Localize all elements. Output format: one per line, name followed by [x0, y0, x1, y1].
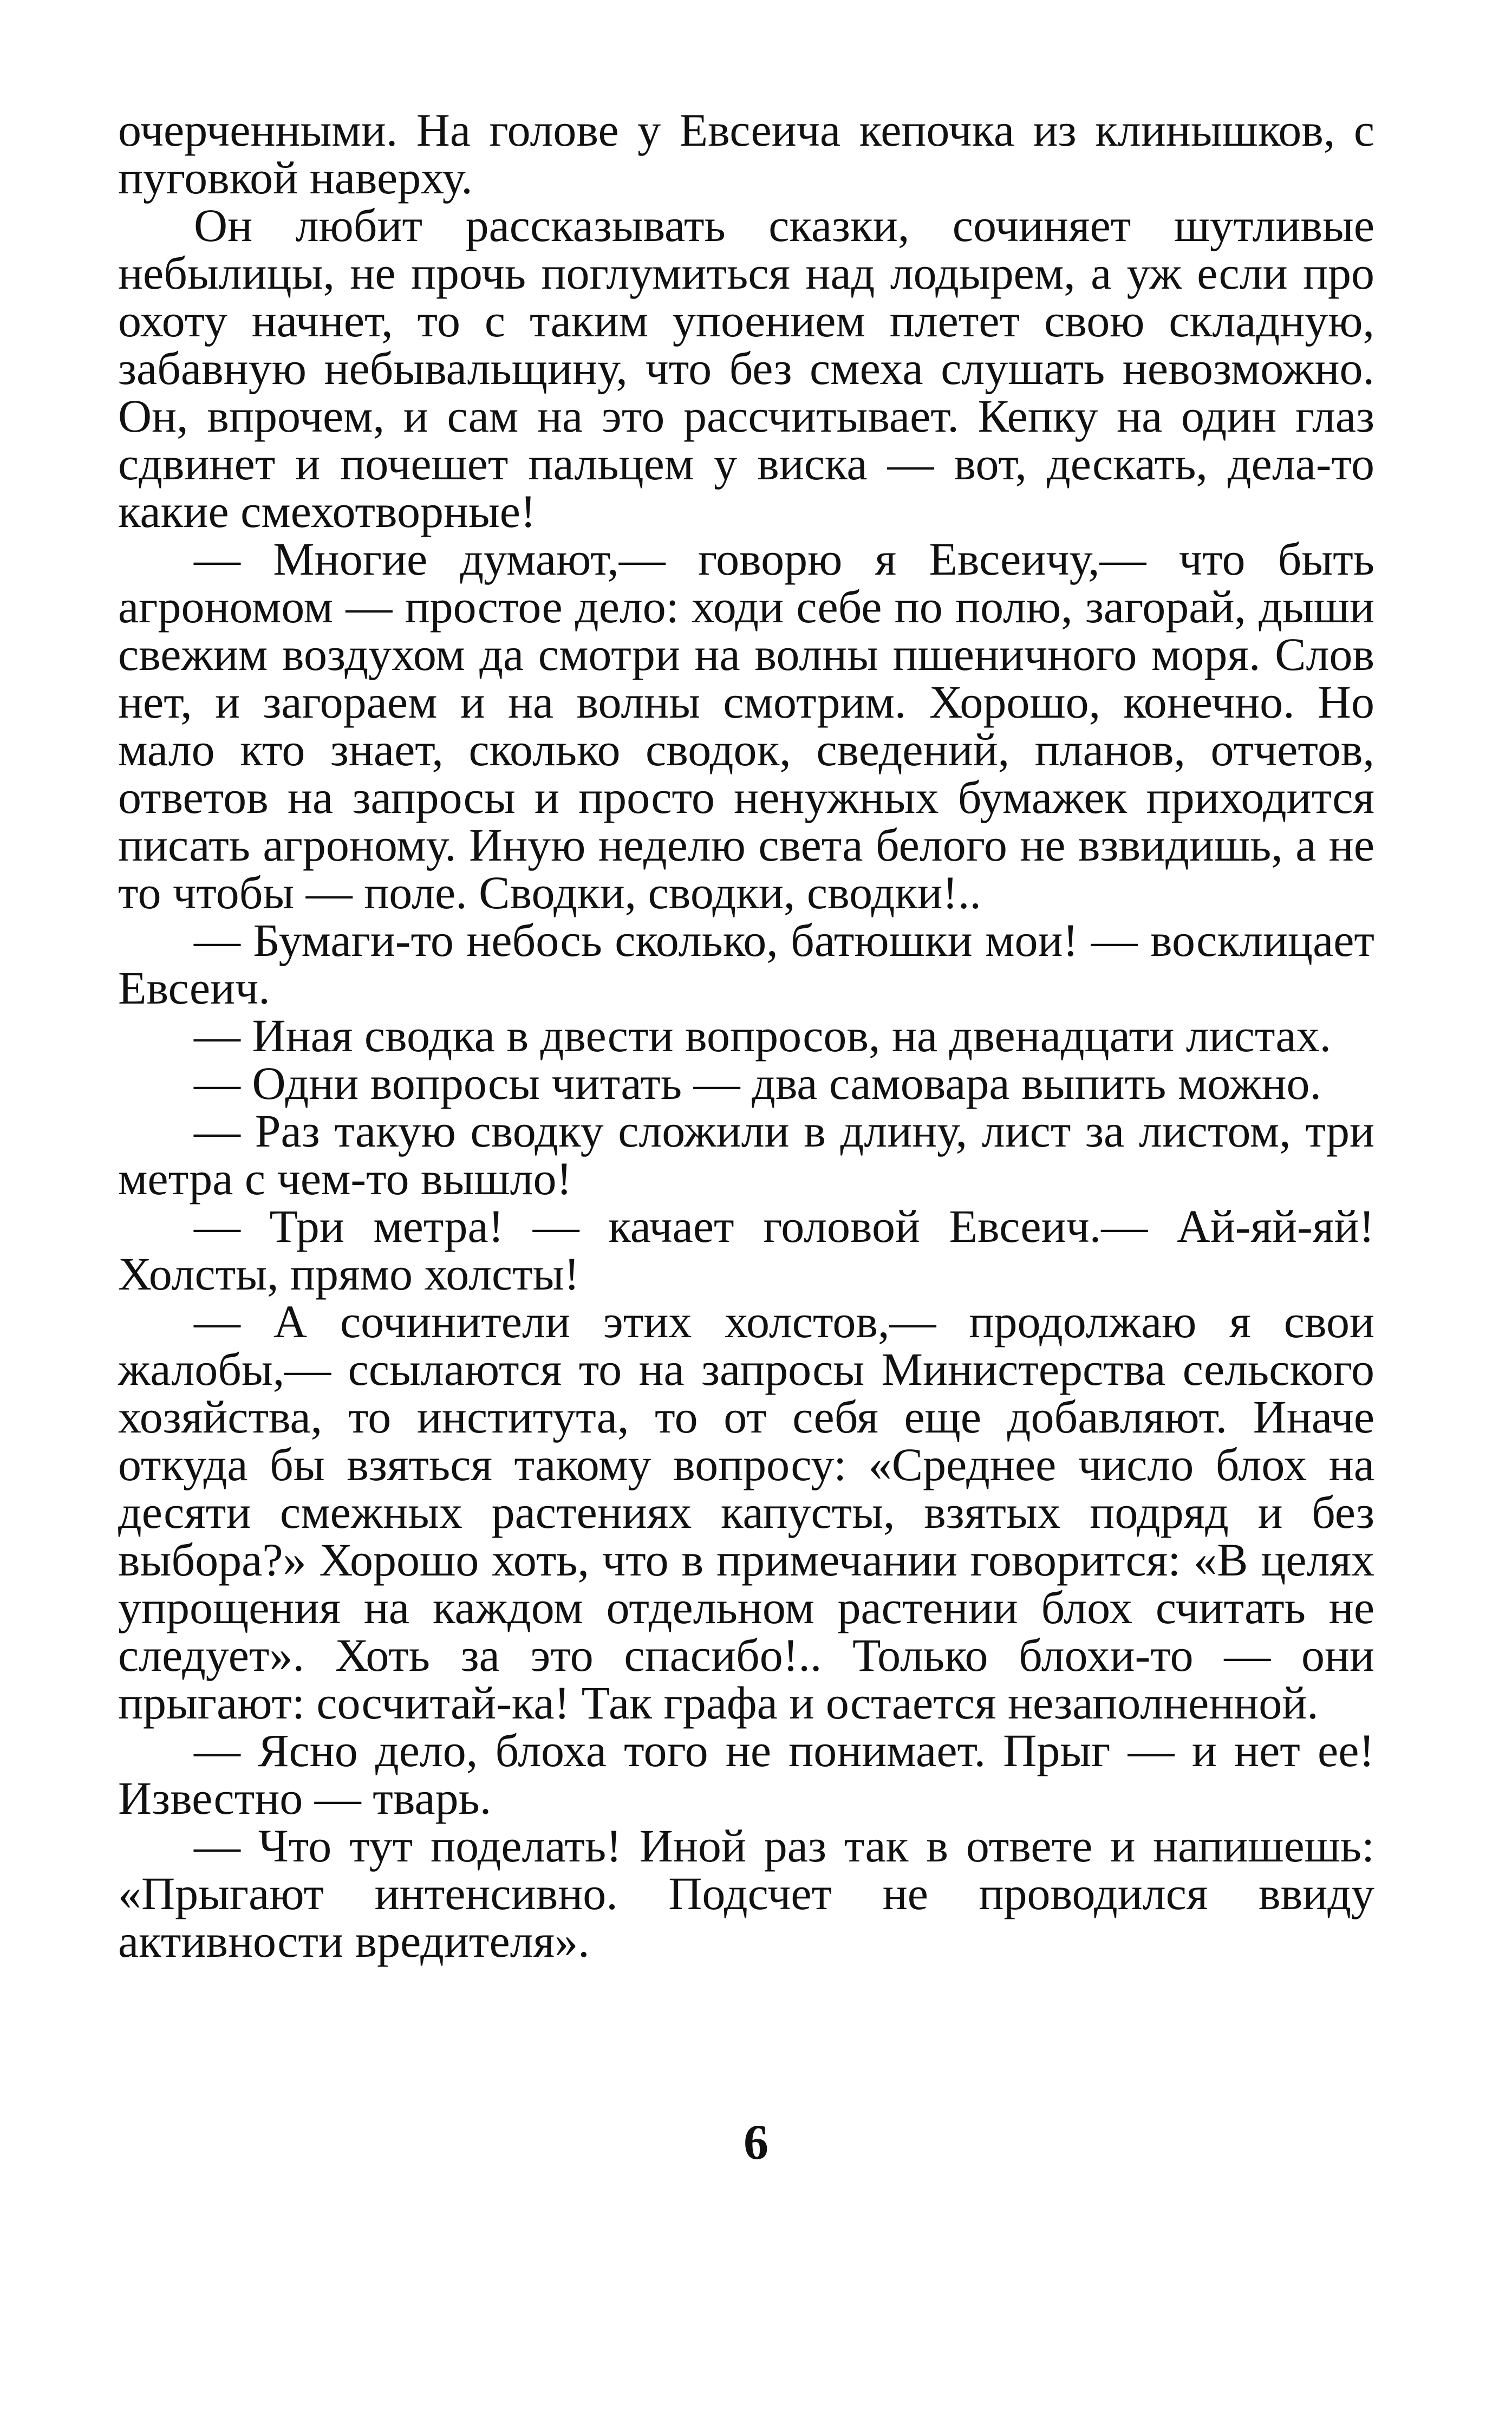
- paragraph-dialogue: — Раз такую сводку сложили в длину, лист за листом, три метра с чем-то вышло!: [118, 1105, 1374, 1204]
- paragraph-continuation: очерченными. На голове у Евсеича кепочка из клинышков, с пуговкой наверху.: [118, 104, 1374, 204]
- paragraph-dialogue: — А сочинители этих холстов,— продолжаю я свои жалобы,— ссылаются то на запросы Министерства сельского хозяйства, то института, то от себя еще добавляют. Иначе откуда бы взяться такому вопросу: «Среднее число блох на десяти смежных растениях капусты, взятых подряд и без выбора?» Хорошо хоть, что в примечании говорится: «В целях упрощения на каждом отдельном растении блох считать не следует». Хоть за это спасибо!.. Только блохи-то — они прыгают: сосчитай-ка! Так графа и остается незаполненной.: [118, 1295, 1374, 1729]
- paragraph-dialogue: — Бумаги-то небось сколько, батюшки мои! — восклицает Евсеич.: [118, 914, 1374, 1014]
- page-number: 6: [744, 2114, 768, 2170]
- paragraph-dialogue: — Ясно дело, блоха того не понимает. Прыг — и нет ее! Известно — тварь.: [118, 1724, 1374, 1824]
- paragraph-dialogue: — Многие думают,— говорю я Евсеичу,— что быть агрономом — простое дело: ходи себе по полю, загорай, дыши свежим воздухом да смотри на волны пшеничного моря. Слов нет, и загораем и на волны смотрим. Хорошо, конечно. Но мало кто знает, сколько сводок, сведений, планов, отчетов, ответов на запросы и просто ненужных бумажек приходится писать агроному. Иную неделю света белого не взвидишь, а не то чтобы — поле. Сводки, сводки, сводки!..: [118, 533, 1374, 919]
- paragraph-dialogue: — Три метра! — качает головой Евсеич.— Ай-яй-яй! Холсты, прямо холсты!: [118, 1200, 1374, 1300]
- paragraph-dialogue: — Одни вопросы читать — два самовара выпить можно.: [194, 1057, 1322, 1109]
- paragraph-dialogue: — Что тут поделать! Иной раз так в ответе и напишешь: «Прыгают интенсивно. Подсчет не проводился ввиду активности вредителя».: [118, 1820, 1374, 1967]
- page-body: [118, 106, 1374, 1965]
- paragraph-dialogue: — Иная сводка в двести вопросов, на двенадцати листах.: [194, 1010, 1332, 1062]
- paragraph: Он любит рассказывать сказки, сочиняет шутливые небылицы, не прочь поглумиться над лодырем, а уж если про охоту начнет, то с таким упоением плетет свою складную, забавную небывальщину, что без смеха слушать невозможно. Он, впрочем, и сам на это рассчитывает. Кепку на один глаз сдвинет и почешет пальцем у виска — вот, дескать, дела-то какие смехотворные!: [118, 199, 1374, 537]
